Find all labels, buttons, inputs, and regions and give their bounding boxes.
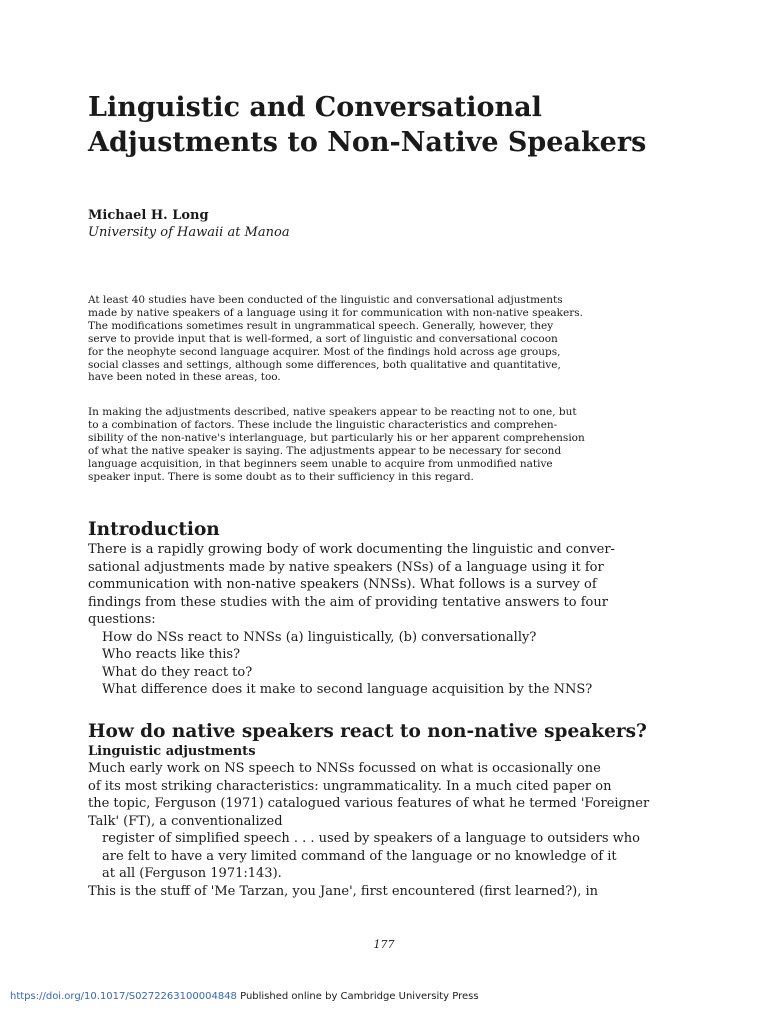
author-name: Michael H. Long: [88, 208, 209, 223]
abstract-line: language acquisition, in that beginners seem unable to acquire from unmodified native: [88, 457, 553, 470]
question-item: Who reacts like this?: [102, 647, 241, 662]
page-number: 177: [373, 938, 395, 951]
doi-link[interactable]: https://doi.org/10.1017/S0272263100004848: [10, 991, 237, 1002]
abstract-line: made by native speakers of a language using it for communication with non-native speakers.: [88, 306, 584, 319]
section-body: [88, 760, 688, 900]
body-line: There is a rapidly growing body of work documenting the linguistic and conver-: [88, 542, 615, 557]
title-line: Linguistic and Conversational: [88, 92, 542, 123]
body-line: of its most striking characteristics: ungrammaticality. In a much cited paper on: [88, 778, 612, 794]
section-heading: Introduction: [88, 519, 220, 540]
author-block: [88, 207, 290, 241]
block-quote-line: are felt to have a very limited command of the language or no knowledge of it: [102, 848, 617, 864]
abstract-line: speaker input. There is some doubt as to their sufficiency in this regard.: [88, 470, 474, 483]
abstract-line: to a combination of factors. These include the linguistic characteristics and comprehen-: [88, 418, 558, 431]
abstract-line: of what the native speaker is saying. The adjustments appear to be necessary for second: [88, 444, 562, 457]
abstract-line: have been noted in these areas, too.: [88, 371, 281, 384]
abstract-line: At least 40 studies have been conducted of the linguistic and conversational adjustments: [88, 294, 563, 306]
abstract-line: In making the adjustments described, native speakers appear to be reacting not to one, but: [88, 406, 577, 418]
question-item: What difference does it make to second language acquisition by the NNS?: [102, 682, 593, 697]
abstract-line: for the neophyte second language acquirer. Most of the findings hold across age groups,: [88, 345, 561, 358]
footer-publisher-text: Published online by Cambridge University Press: [236, 991, 479, 1002]
block-quote-line: register of simplified speech . . . used by speakers of a language to outsiders who: [102, 831, 641, 846]
introduction-section: [88, 519, 688, 699]
footer: [10, 991, 479, 1002]
section-heading: How do native speakers react to non-native speakers?: [88, 721, 647, 742]
article-title: [88, 90, 708, 160]
abstract-paragraph-1: [88, 294, 682, 384]
ns-reaction-section: [88, 721, 688, 900]
subsection-heading: Linguistic adjustments: [88, 744, 256, 759]
block-quote-line: at all (Ferguson 1971:143).: [102, 866, 282, 881]
title-line: Adjustments to Non-Native Speakers: [88, 127, 647, 158]
section-body: [88, 541, 688, 699]
body-line: This is the stuff of 'Me Tarzan, you Jane', first encountered (first learned?), in: [88, 883, 599, 899]
author-affiliation: University of Hawaii at Manoa: [88, 225, 290, 240]
abstract-line: sibility of the non-native's interlanguage, but particularly his or her apparent comprehension: [88, 431, 585, 444]
body-line: Much early work on NS speech to NNSs focussed on what is occasionally one: [88, 761, 601, 776]
body-line: sational adjustments made by native speakers (NSs) of a language using it for: [88, 559, 604, 575]
body-line: the topic, Ferguson (1971) catalogued various features of what he termed 'Foreigner: [88, 796, 650, 811]
abstract-paragraph-2: [88, 406, 682, 483]
body-line: findings from these studies with the aim of providing tentative answers to four: [88, 594, 608, 610]
abstract-line: The modifications sometimes result in ungrammatical speech. Generally, however, they: [88, 319, 554, 332]
body-line: communication with non-native speakers (NNSs). What follows is a survey of: [88, 577, 597, 592]
question-item: What do they react to?: [102, 664, 253, 680]
body-line: questions:: [88, 612, 156, 627]
abstract-line: serve to provide input that is well-formed, a sort of linguistic and conversational cocoon: [88, 332, 558, 345]
question-item: How do NSs react to NNSs (a) linguistically, (b) conversationally?: [102, 629, 537, 645]
abstract-line: social classes and settings, although some differences, both qualitative and quantitative,: [88, 358, 561, 371]
body-line: Talk' (FT), a conventionalized: [88, 813, 283, 829]
